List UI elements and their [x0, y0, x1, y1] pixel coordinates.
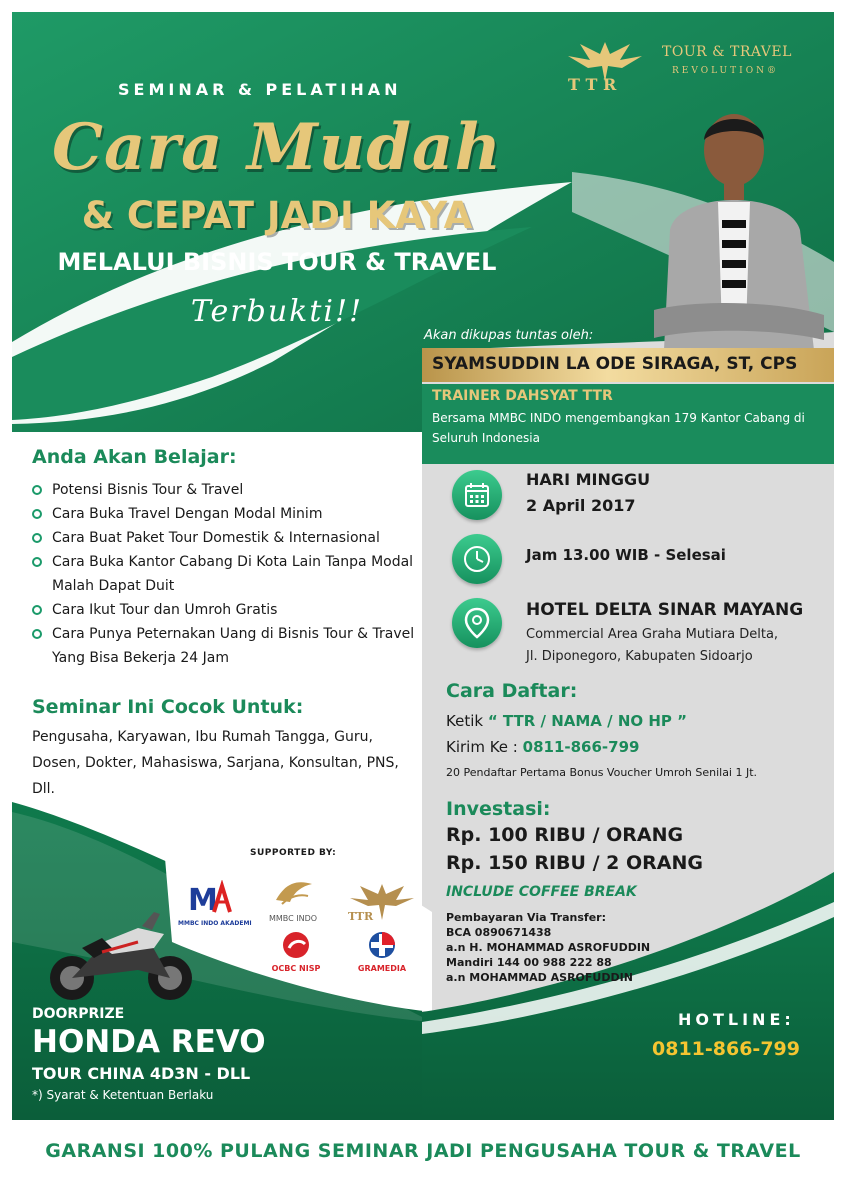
audience-text: Pengusaha, Karyawan, Ibu Rumah Tangga, Guru, Dosen, Dokter, Mahasiswa, Sarjana, Konsultan, PNS, Dll.: [32, 729, 399, 797]
bullet-circle-icon: [32, 533, 42, 543]
doorprize-label: DOORPRIZE: [32, 1006, 125, 1022]
ocbc-logo-icon: [281, 930, 311, 960]
sponsor-ttr: [338, 880, 426, 930]
sponsor-mmbc-indo: [256, 874, 330, 923]
presenter-description: Bersama MMBC INDO mengembangkan 179 Kantor Cabang di Seluruh Indonesia: [432, 411, 805, 445]
clock-icon: [452, 534, 502, 584]
brand-sub: REVOLUTION®: [672, 66, 779, 76]
presenter-title: TRAINER DAHSYAT TTR: [432, 388, 613, 404]
payment-line: a.n MOHAMMAD ASROFUDDIN: [446, 971, 633, 984]
footer-guarantee: GARANSI 100% PULANG SEMINAR JADI PENGUSAHA TOUR & TRAVEL: [45, 1140, 801, 1162]
learn-item-text: Cara Ikut Tour dan Umroh Gratis: [52, 602, 278, 618]
supported-heading: SUPPORTED BY:: [250, 848, 337, 858]
register-bonus: 20 Pendaftar Pertama Bonus Voucher Umroh Senilai 1 Jt.: [446, 766, 758, 779]
event-day: HARI MINGGU: [526, 470, 651, 489]
audience-heading: Seminar Ini Cocok Untuk:: [32, 696, 304, 718]
bullet-circle-icon: [32, 485, 42, 495]
eagle-logo-icon: [342, 880, 422, 926]
bullet-circle-icon: [32, 557, 42, 567]
event-date: 2 April 2017: [526, 496, 636, 515]
learn-item: [32, 550, 422, 598]
investment-heading: Investasi:: [446, 798, 551, 820]
doorprize-main: HONDA REVO: [32, 1024, 266, 1060]
register-sms-format: [446, 712, 687, 730]
motorcycle-image: [42, 898, 202, 1008]
gramedia-logo-icon: [367, 930, 397, 960]
location-pin-icon: [452, 598, 502, 648]
learn-item-text: Cara Buat Paket Tour Domestik & Internasional: [52, 530, 380, 546]
brand-name: TOUR & TRAVEL: [662, 44, 792, 60]
logo-monogram: T T R: [568, 75, 617, 94]
ketik-value: “ TTR / NAMA / NO HP ”: [487, 712, 687, 730]
sponsor-caption: MMBC INDO AKADEMI: [178, 920, 252, 927]
event-address: [526, 624, 778, 668]
sponsor-gramedia: [346, 930, 418, 973]
kirim-label: Kirim Ke :: [446, 738, 518, 756]
event-time: Jam 13.00 WIB - Selesai: [526, 546, 726, 564]
kirim-value: 0811-866-799: [522, 738, 640, 756]
svg-text:M: M: [188, 883, 218, 916]
payment-line: Pembayaran Via Transfer:: [446, 911, 606, 924]
title-line-4: Terbukti!!: [190, 294, 364, 329]
sponsor-caption: GRAMEDIA: [357, 964, 407, 973]
bullet-circle-icon: [32, 509, 42, 519]
price-single: Rp. 100 RIBU / ORANG: [446, 824, 684, 846]
learn-item-text: Cara Buka Travel Dengan Modal Minim: [52, 506, 323, 522]
sponsor-caption: MMBC INDO: [268, 914, 318, 923]
sponsor-caption: TTR: [348, 910, 374, 923]
payment-info: [446, 910, 650, 985]
event-venue: HOTEL DELTA SINAR MAYANG: [526, 600, 804, 620]
title-script: Cara Mudah: [52, 110, 502, 185]
calendar-icon: [452, 470, 502, 520]
presenter-name: SYAMSUDDIN LA ODE SIRAGA, ST, CPS: [432, 354, 798, 374]
learn-heading: Anda Akan Belajar:: [32, 446, 237, 468]
payment-line: Mandiri 144 00 988 222 88: [446, 956, 612, 969]
seminar-kicker: SEMINAR & PELATIHAN: [118, 80, 402, 99]
ketik-label: Ketik: [446, 712, 484, 730]
learn-item: [32, 598, 422, 622]
address-line-1: Commercial Area Graha Mutiara Delta,: [526, 627, 779, 642]
learn-item: [32, 502, 422, 526]
eagle-logo-icon: [550, 34, 660, 94]
register-heading: Cara Daftar:: [446, 680, 578, 702]
title-line-2: & CEPAT JADI KAYA: [81, 194, 473, 237]
presenter-photo: [634, 100, 834, 350]
learn-list: [32, 478, 422, 670]
learn-item: [32, 478, 422, 502]
payment-line: a.n H. MOHAMMAD ASROFUDDIN: [446, 941, 651, 954]
address-line-2: Jl. Diponegoro, Kabupaten Sidoarjo: [526, 649, 753, 664]
hotline-number: 0811-866-799: [652, 1038, 800, 1060]
poster-frame: [12, 12, 834, 1120]
include-note: INCLUDE COFFEE BREAK: [446, 884, 637, 900]
price-pair: Rp. 150 RIBU / 2 ORANG: [446, 852, 703, 874]
learn-item-text: Cara Punya Peternakan Uang di Bisnis Tour & Travel Yang Bisa Bekerja 24 Jam: [52, 626, 415, 666]
bullet-circle-icon: [32, 605, 42, 615]
doorprize-terms: *) Syarat & Ketentuan Berlaku: [32, 1088, 214, 1102]
title-line-3: MELALUI BISNIS TOUR & TRAVEL: [57, 248, 497, 276]
learn-item-text: Potensi Bisnis Tour & Travel: [52, 482, 244, 498]
presenter-intro: Akan dikupas tuntas oleh:: [424, 328, 594, 343]
doorprize-tour: TOUR CHINA 4D3N - DLL: [32, 1064, 251, 1083]
learn-item: [32, 526, 422, 550]
hotline-label: HOTLINE:: [678, 1010, 795, 1029]
sponsor-ocbc: [260, 930, 332, 973]
learn-item: [32, 622, 422, 670]
bullet-circle-icon: [32, 629, 42, 639]
learn-item-text: Cara Buka Kantor Cabang Di Kota Lain Tanpa Modal Malah Dapat Duit: [52, 554, 414, 594]
bird-logo-icon: [268, 874, 318, 910]
register-send-to: [446, 738, 639, 756]
sponsor-caption: OCBC NISP: [271, 964, 321, 973]
payment-line: BCA 0890671438: [446, 926, 552, 939]
